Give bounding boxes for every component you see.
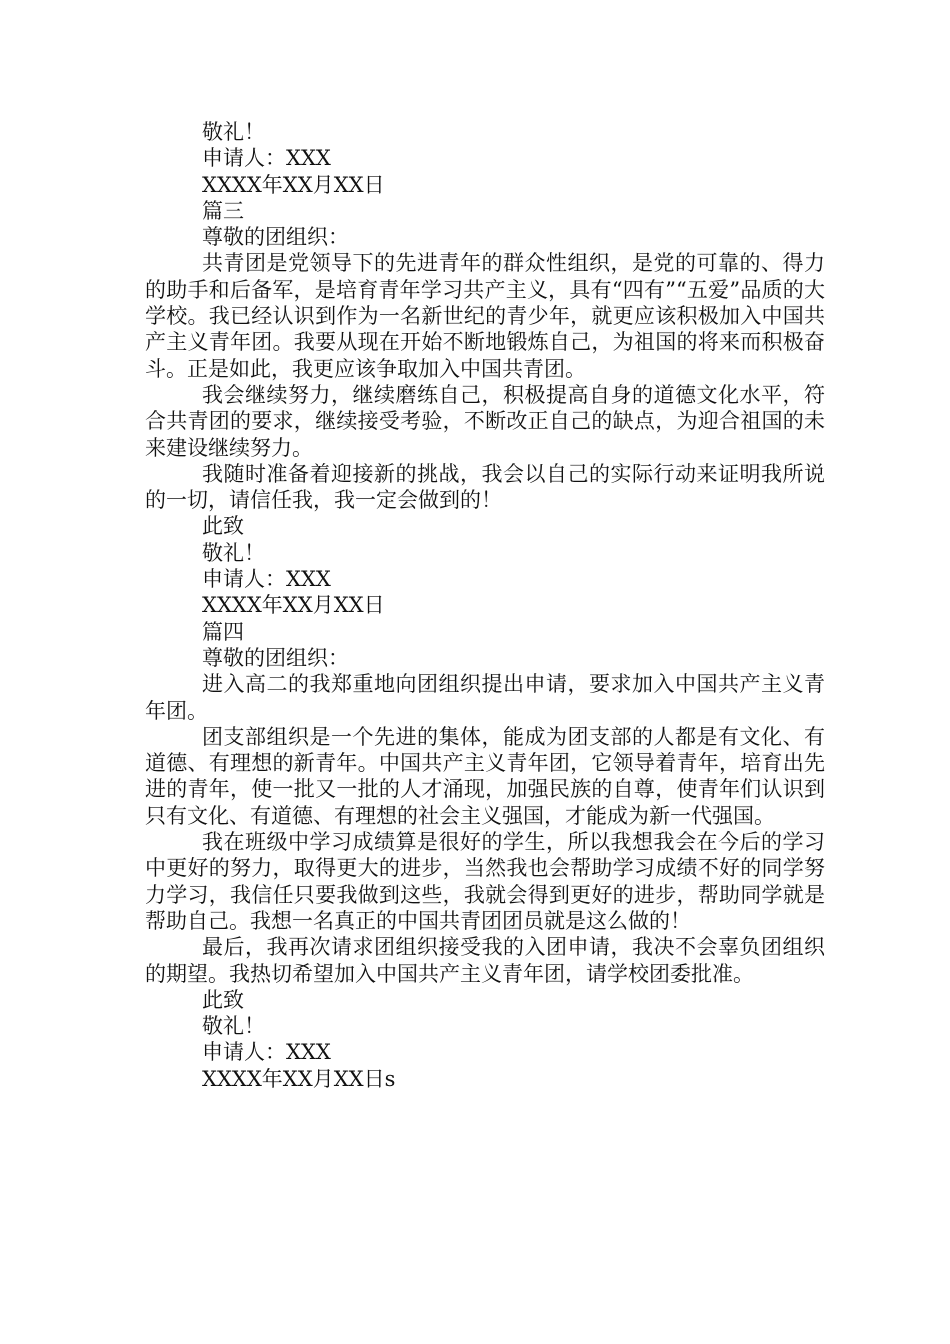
body-paragraph: 我在班级中学习成绩算是很好的学生，所以我想我会在今后的学习中更好的努力，取得更大的进步，当然我也会帮助学习成绩不好的同学努力学习，我信任只要我做到这些，我就会得到更好的进步，帮助同学就是帮助自己。我想一名真正的中国共青团团员就是这么做的！ [145, 830, 825, 933]
body-paragraph: 我会继续努力，继续磨练自己，积极提高自身的道德文化水平，符合共青团的要求，继续接受考验，不断改正自己的缺点，为迎合祖国的未来建设继续努力。 [145, 382, 825, 460]
body-paragraph: 最后，我再次请求团组织接受我的入团申请，我决不会辜负团组织的期望。我热切希望加入中国共产主义青年团，请学校团委批准。 [145, 935, 825, 986]
salute-line: 敬礼！ [202, 120, 265, 144]
greeting-line: 尊敬的团组织： [202, 645, 349, 670]
section-heading: 篇四 [202, 619, 244, 644]
date-line: XXXX年XX月XX日 [202, 593, 385, 618]
salute-line: 敬礼！ [202, 1014, 265, 1039]
applicant-line: 申请人：XXX [202, 567, 331, 592]
applicant-line: 申请人：XXX [202, 146, 331, 171]
body-paragraph: 进入高二的我郑重地向团组织提出申请，要求加入中国共产主义青年团。 [145, 672, 825, 723]
body-paragraph: 我随时准备着迎接新的挑战，我会以自己的实际行动来证明我所说的一切，请信任我，我一定会做到的！ [145, 461, 825, 513]
greeting-line: 尊敬的团组织： [202, 225, 349, 250]
date-line: XXXX年XX月XX日 [202, 172, 385, 197]
date-line: XXXX年XX月XX日s [202, 1066, 396, 1091]
salute-line: 敬礼！ [202, 540, 265, 565]
section-heading: 篇三 [202, 198, 244, 223]
closing-line: 此致 [202, 514, 244, 539]
body-paragraph: 共青团是党领导下的先进青年的群众性组织，是党的可靠的、得力的助手和后备军，是培育青年学习共产主义，具有“四有”“五爱”品质的大学校。我已经认识到作为一名新世纪的青少年，就更应该积极加入中国共产主义青年团。我要从现在开始不断地锻炼自己，为祖国的将来而积极奋斗。正是如此，我更应该争取加入中国共青团。 [145, 251, 825, 381]
closing-line: 此致 [202, 987, 244, 1012]
body-paragraph: 团支部组织是一个先进的集体，能成为团支部的人都是有文化、有道德、有理想的新青年。中国共产主义青年团，它领导着青年，培育出先进的青年，使一批又一批的人才涌现，加强民族的自尊，使青年们认识到只有文化、有道德、有理想的社会主义强国，才能成为新一代强国。 [145, 724, 825, 828]
document-body [145, 119, 825, 1092]
applicant-line: 申请人：XXX [202, 1040, 331, 1065]
